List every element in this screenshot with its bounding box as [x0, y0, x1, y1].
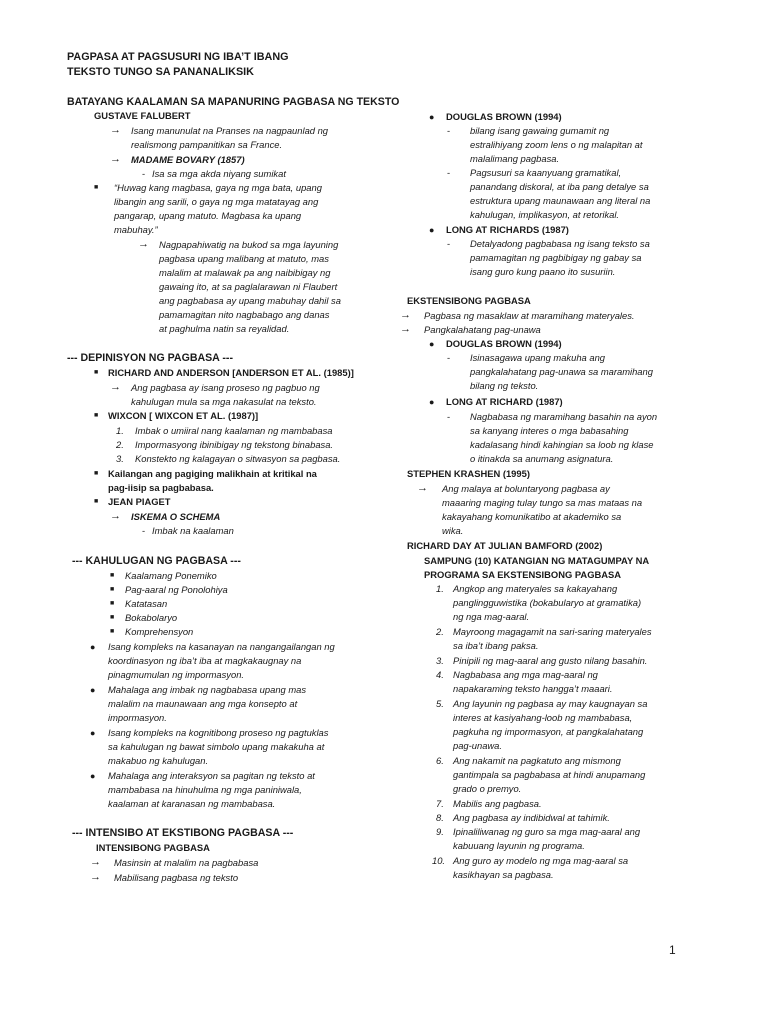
text-line: kahulugan, implikasyon, at retorikal. — [470, 209, 620, 220]
arrow-icon: → — [417, 482, 428, 494]
arrow-icon: → — [110, 381, 121, 393]
list-number: 1. — [116, 425, 124, 436]
subheading: INTENSIBONG PAGBASA — [96, 842, 210, 853]
arrow-icon: → — [138, 238, 149, 250]
text-line: Mabilis ang pagbasa. — [453, 798, 542, 809]
text-line: grado o premyo. — [453, 783, 522, 794]
subheading: PROGRAMA SA EKSTENSIBONG PAGBASA — [424, 569, 622, 580]
section-heading-kahulugan: --- KAHULUGAN NG PAGBASA --- — [72, 555, 241, 567]
list-item: Komprehensyon — [125, 626, 194, 637]
dash-marker: - — [447, 125, 451, 136]
list-number: 5. — [436, 698, 444, 709]
text-line: maaaring maging tulay tungo sa mas mataas na — [442, 497, 643, 508]
dash-marker: - — [447, 352, 451, 363]
text-line: kaalaman at karanasan ng mambabasa. — [108, 798, 276, 809]
text-line: malalimang pagbasa. — [470, 153, 560, 164]
section-heading-intensibo: --- INTENSIBO AT EKSTIBONG PAGBASA --- — [72, 827, 294, 839]
text-line: libangin ang sarili, o gaya ng mga matatayag ang — [114, 196, 319, 207]
text-line: kadalasang hindi kahingian sa loob ng klase — [470, 439, 654, 450]
text-line: koordinasyon ng iba’t iba at magkakaugnay na — [108, 655, 302, 666]
text-line: makabuo ng kahulugan. — [108, 755, 209, 766]
text-line: Isang manunulat na Pranses na nagpaunlad ng — [131, 125, 329, 136]
text-line: sa kanyang interes o mga babasahing — [470, 425, 629, 436]
dash-marker: - — [142, 168, 146, 179]
text-line: kabuuang layunin ng programa. — [453, 840, 585, 851]
square-bullet-icon: ■ — [94, 470, 99, 477]
text-line: Ang guro ay modelo ng mga mag-aaral sa — [453, 855, 629, 866]
dot-bullet-icon: ● — [90, 771, 96, 781]
text-line: Nagpapahiwatig na bukod sa mga layuning — [159, 239, 339, 250]
dash-marker: - — [447, 411, 451, 422]
text-line: Pagbasa ng masaklaw at maramihang materyales. — [424, 310, 635, 321]
text-line: napakaraming teksto hangga’t maaari. — [453, 683, 613, 694]
text-line: mabuhay.” — [114, 224, 158, 235]
text-line: pinagmumulan ng impormasyon. — [108, 669, 245, 680]
text-line: pamamagitan ng pagbibigay ng gabay sa — [470, 252, 642, 263]
list-item: Katatasan — [125, 598, 168, 609]
dot-bullet-icon: ● — [429, 112, 435, 122]
square-bullet-icon: ■ — [94, 184, 99, 191]
text-line: malalim at malawak pa ang naibibigay ng — [159, 267, 331, 278]
text-line: Isang kompleks na kasanayan na nangangailangan ng — [108, 641, 335, 652]
author-heading: GUSTAVE FALUBERT — [94, 110, 191, 121]
text-line: Angkop ang materyales sa kakayahang — [453, 583, 618, 594]
text-line: mambabasa na hinuhulma ng mga paniniwala, — [108, 784, 302, 795]
list-number: 2. — [436, 626, 444, 637]
dot-bullet-icon: ● — [429, 339, 435, 349]
square-bullet-icon: ■ — [94, 412, 99, 419]
text-line: pag-iisip sa pagbabasa. — [108, 482, 214, 493]
text-line: ng nga mag-aaral. — [453, 611, 530, 622]
text-line: kasikhayan sa pagbasa. — [453, 869, 554, 880]
section-heading-batayang: BATAYANG KAALAMAN SA MAPANURING PAGBASA NG TEKSTO — [67, 96, 400, 108]
text-line: Nagbabasa ang mga mag-aaral ng — [453, 669, 598, 680]
text-line: Pinipili ng mag-aaral ang gusto nilang basahin. — [453, 655, 648, 666]
dash-marker: - — [142, 525, 146, 536]
subheading: LONG AT RICHARDS (1987) — [446, 224, 569, 235]
subheading: SAMPUNG (10) KATANGIAN NG MATAGUMPAY NA — [424, 555, 650, 566]
list-number: 8. — [436, 812, 444, 823]
text-line: Mayroong magagamit na sari-saring materyales — [453, 626, 652, 637]
dot-bullet-icon: ● — [90, 728, 96, 738]
doc-title-line2: TEKSTO TUNGO SA PANANALIKSIK — [67, 66, 254, 78]
text-line: ang pagbabasa ay upang mabuhay dahil sa — [159, 295, 341, 306]
subheading: RICHARD AND ANDERSON [ANDERSON ET AL. (1985)] — [108, 367, 354, 378]
square-bullet-icon: ■ — [110, 586, 115, 593]
text-line: “Huwag kang magbasa, gaya ng mga bata, upang — [114, 182, 322, 193]
arrow-icon: → — [400, 323, 411, 335]
subheading: DOUGLAS BROWN (1994) — [446, 111, 562, 122]
text-line: Ang malaya at boluntaryong pagbasa ay — [442, 483, 610, 494]
text-line: Ang pagbasa ay indibidwal at tahimik. — [453, 812, 610, 823]
text-line: impormasyon. — [108, 712, 167, 723]
text-line: gawaing ito, at sa paglalarawan ni Flaubert — [159, 281, 338, 292]
subheading: MADAME BOVARY (1857) — [131, 154, 245, 165]
text-line: Isa sa mga akda niyang sumikat — [152, 168, 286, 179]
text-line: malalim na maunawaan ang mga konsepto at — [108, 698, 298, 709]
dot-bullet-icon: ● — [429, 225, 435, 235]
list-number: 4. — [436, 669, 444, 680]
text-line: Kailangan ang pagiging malikhain at kritikal na — [108, 468, 317, 479]
text-line: estralihiyang zoom lens o ng malapitan at — [470, 139, 643, 150]
text-line: Isang kompleks na kognitibong proseso ng pagtuklas — [108, 727, 329, 738]
text-line: pag-unawa. — [453, 740, 502, 751]
square-bullet-icon: ■ — [94, 369, 99, 376]
text-line: bilang isang gawaing gumamit ng — [470, 125, 610, 136]
text-line: wika. — [442, 525, 464, 536]
text-line: sa kahulugan ng bawat simbolo upang makakuha at — [108, 741, 325, 752]
text-line: gantimpala sa pagbabasa at hindi anupamang — [453, 769, 646, 780]
arrow-icon: → — [110, 510, 121, 522]
text-line: kakayahang komunikatibo at akademiko sa — [442, 511, 622, 522]
square-bullet-icon: ■ — [94, 498, 99, 505]
dot-bullet-icon: ● — [429, 397, 435, 407]
list-number: 6. — [436, 755, 444, 766]
text-line: Imbak na kaalaman — [152, 525, 234, 536]
text-line: pagbasa upang malibang at matuto, mas — [159, 253, 329, 264]
text-line: Detalyadong pagbabasa ng isang teksto sa — [470, 238, 650, 249]
arrow-icon: → — [90, 856, 101, 868]
text-line: panglingguwistika (bokabularyo at gramatika) — [453, 597, 642, 608]
subheading: RICHARD DAY AT JULIAN BAMFORD (2002) — [407, 540, 603, 551]
subheading: DOUGLAS BROWN (1994) — [446, 338, 562, 349]
text-line: Ang pagbasa ay isang proseso ng pagbuo ng — [131, 382, 320, 393]
arrow-icon: → — [110, 124, 121, 136]
list-number: 3. — [116, 453, 124, 464]
text-line: Pangkalahatang pag-unawa — [424, 324, 541, 335]
section-heading-ekstensibo: EKSTENSIBONG PAGBASA — [407, 295, 531, 306]
text-line: o itinakda sa anumang asignatura. — [470, 453, 614, 464]
doc-title-line1: PAGPASA AT PAGSUSURI NG IBA’T IBANG — [67, 51, 289, 63]
arrow-icon: → — [400, 309, 411, 321]
text-line: bilang ng teksto. — [470, 380, 539, 391]
text-line: sa iba’t ibang paksa. — [453, 640, 539, 651]
text-line: Pagsusuri sa kaanyuang gramatikal, — [470, 167, 622, 178]
list-number: 1. — [436, 583, 444, 594]
text-line: estruktura upang maunawaan ang literal na — [470, 195, 651, 206]
text-line: Masinsin at malalim na pagbabasa — [114, 857, 259, 868]
text-line: Konstekto ng kalagayan o sitwasyon sa pagbasa. — [135, 453, 341, 464]
subheading: WIXCON [ WIXCON ET AL. (1987)] — [108, 410, 259, 421]
list-item: Kaalamang Ponemiko — [125, 570, 217, 581]
text-line: at paghulma natin sa reyalidad. — [159, 323, 290, 334]
subheading: STEPHEN KRASHEN (1995) — [407, 468, 530, 479]
dot-bullet-icon: ● — [90, 685, 96, 695]
text-line: pangarap, upang matuto. Magbasa ka upang — [114, 210, 302, 221]
arrow-icon: → — [90, 871, 101, 883]
text-line: realismong pampanitikan sa France. — [131, 139, 283, 150]
text-line: kahulugan mula sa mga nakasulat na teksto. — [131, 396, 317, 407]
text-line: Mabilisang pagbasa ng teksto — [114, 872, 239, 883]
text-line: interes at kasiyahang-loob ng mambabasa, — [453, 712, 633, 723]
list-number: 9. — [436, 826, 444, 837]
square-bullet-icon: ■ — [110, 600, 115, 607]
text-line: Ang nakamit na pagkatuto ang mismong — [453, 755, 621, 766]
subheading: JEAN PIAGET — [108, 496, 171, 507]
square-bullet-icon: ■ — [110, 628, 115, 635]
list-number: 10. — [432, 855, 446, 866]
text-line: Ang layunin ng pagbasa ay may kaugnayan sa — [453, 698, 648, 709]
dash-marker: - — [447, 238, 451, 249]
list-number: 7. — [436, 798, 444, 809]
dash-marker: - — [447, 167, 451, 178]
text-line: Imbak o umiiral nang kaalaman ng mambabasa — [135, 425, 333, 436]
list-number: 2. — [116, 439, 124, 450]
text-line: Isinasagawa upang makuha ang — [470, 352, 605, 363]
section-heading-depinisyon: --- DEPINISYON NG PAGBASA --- — [67, 352, 233, 364]
text-line: Ipinaliliwanag ng guro sa mga mag-aaral ang — [453, 826, 641, 837]
text-line: Mahalaga ang imbak ng nagbabasa upang mas — [108, 684, 307, 695]
text-line: isang guro kung paano ito susuriin. — [470, 266, 616, 277]
subheading: ISKEMA O SCHEMA — [131, 511, 221, 522]
subheading: LONG AT RICHARD (1987) — [446, 396, 563, 407]
text-line: pangkalahatang pag-unawa sa maramihang — [470, 366, 653, 377]
text-line: pamamagitan nito nagbabago ang danas — [159, 309, 330, 320]
text-line: panandang diskoral, at iba pang detalye sa — [470, 181, 649, 192]
text-line: Nagbabasa ng maramihang basahin na ayon — [470, 411, 658, 422]
list-item: Bokabolaryo — [125, 612, 178, 623]
text-line: Impormasyong ibinibigay ng tekstong binabasa. — [135, 439, 334, 450]
square-bullet-icon: ■ — [110, 614, 115, 621]
page-number: 1 — [669, 943, 676, 957]
text-line: Mahalaga ang interaksyon sa pagitan ng teksto at — [108, 770, 315, 781]
list-number: 3. — [436, 655, 444, 666]
list-item: Pag-aaral ng Ponolohiya — [125, 584, 228, 595]
arrow-icon: → — [110, 153, 121, 165]
dot-bullet-icon: ● — [90, 642, 96, 652]
square-bullet-icon: ■ — [110, 572, 115, 579]
text-line: pagkuha ng impormasyon, at pangkalahatang — [453, 726, 644, 737]
